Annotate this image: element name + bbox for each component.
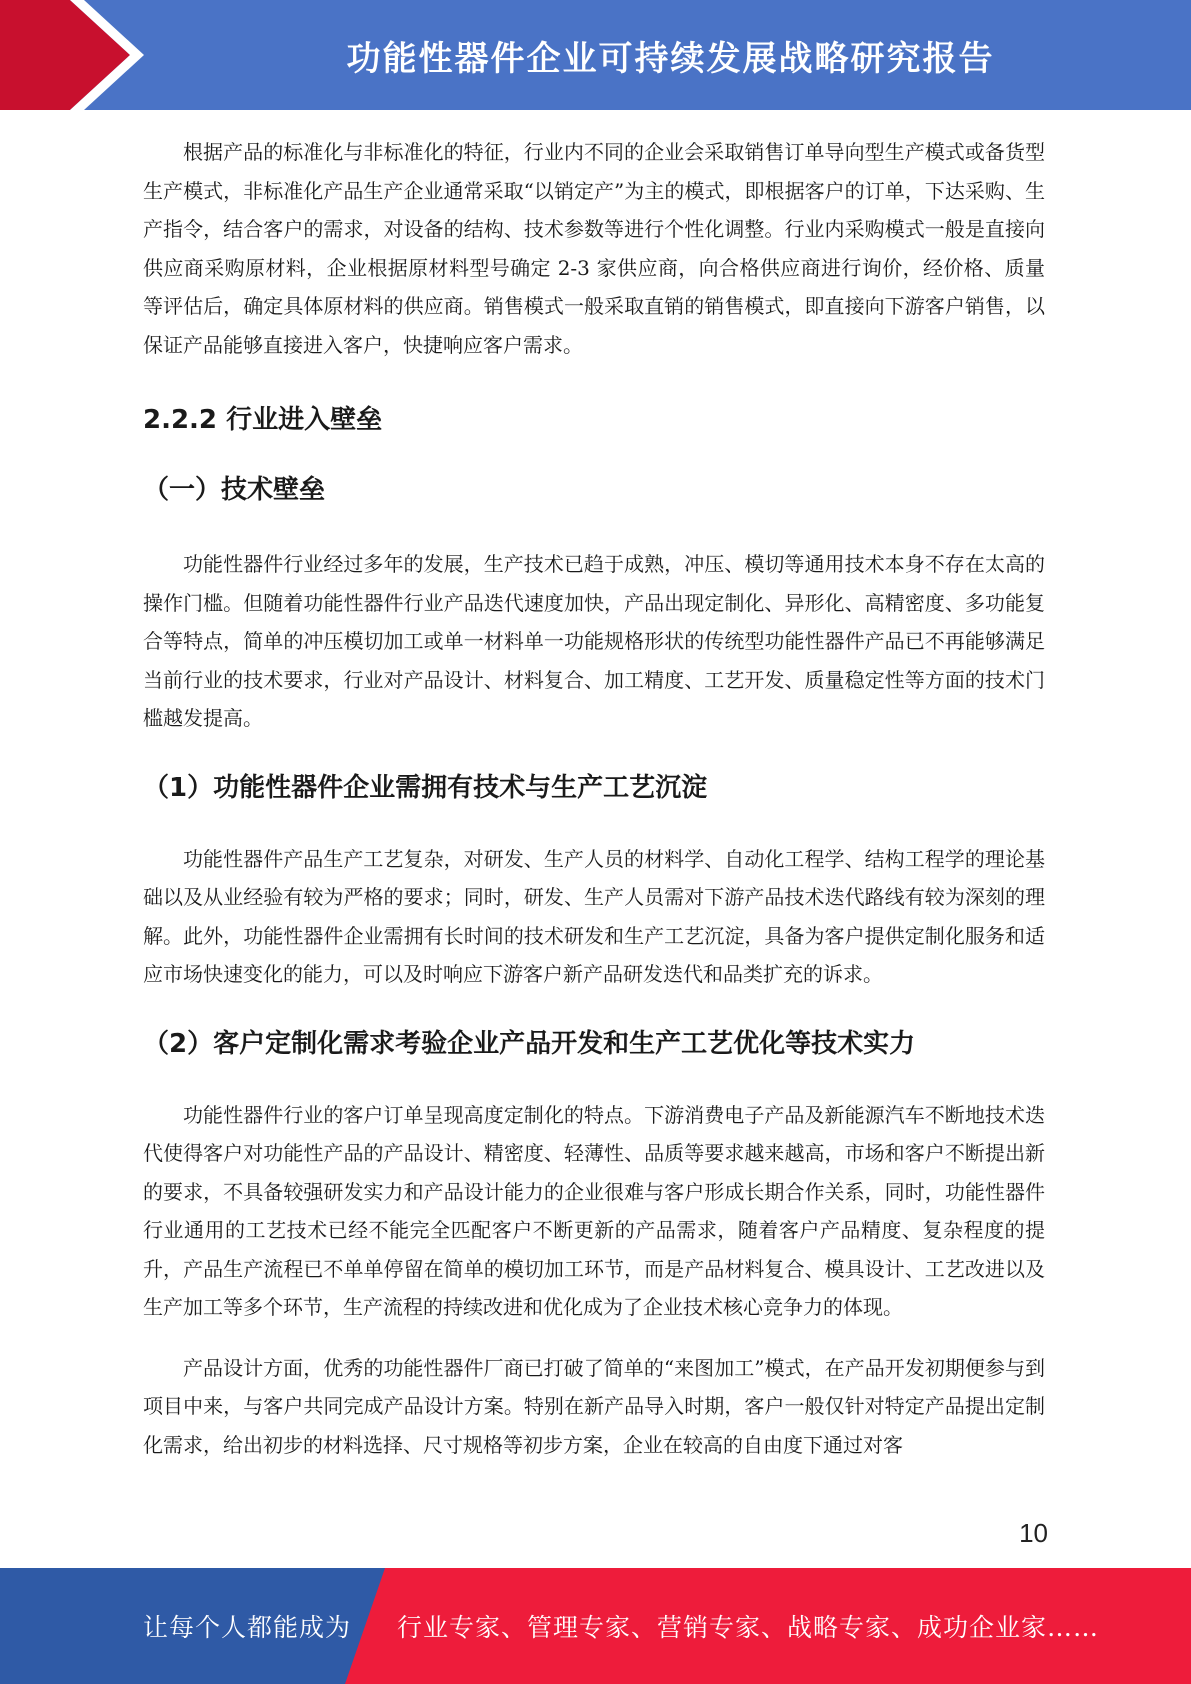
page-header: [0, 0, 1191, 110]
paragraph-production-model: 根据产品的标准化与非标准化的特征，行业内不同的企业会采取销售订单导向型生产模式或备货型生产模式，非标准化产品生产企业通常采取“以销定产”为主的模式，即根据客户的订单，下达采购、生产指令，结合客户的需求，对设备的结构、技术参数等进行个性化调整。行业内采购模式一般是直接向供应商采购原材料，企业根据原材料型号确定 2-3 家供应商，向合格供应商进行询价，经价格、质量等评估后，确定具体原材料的供应商。销售模式一般采取直销的销售模式，即直接向下游客户销售，以保证产品能够直接进入客户，快捷响应客户需求。: [143, 140, 1045, 357]
paragraph-product-design: 产品设计方面，优秀的功能性器件厂商已打破了简单的“来图加工”模式，在产品开发初期便参与到项目中来，与客户共同完成产品设计方案。特别在新产品导入时期，客户一般仅针对特定产品提出定制化需求，给出初步的材料选择、尺寸规格等初步方案，企业在较高的自由度下通过对客: [143, 1355, 1045, 1457]
paragraph-technical-barrier: 功能性器件行业经过多年的发展，生产技术已趋于成熟，冲压、模切等通用技术本身不存在太高的操作门槛。但随着功能性器件行业产品迭代速度加快，产品出现定制化、异形化、高精密度、多功能复合等特点，简单的冲压模切加工或单一材料单一功能规格形状的传统型功能性器件产品已不再能够满足当前行业的技术要求，行业对产品设计、材料复合、加工精度、工艺开发、质量稳定性等方面的技术门槛越发提高。: [143, 552, 1045, 730]
page-number: 10: [1019, 1518, 1048, 1548]
report-title: 功能性器件企业可持续发展战略研究报告: [346, 38, 995, 79]
subheading-customization: （2）客户定制化需求考验企业产品开发和生产工艺优化等技术实力: [143, 1028, 916, 1059]
paragraph-tech-accumulation: 功能性器件产品生产工艺复杂，对研发、生产人员的材料学、自动化工程学、结构工程学的理论基础以及从业经验有较为严格的要求；同时，研发、生产人员需对下游产品技术迭代路线有较为深刻的理解。此外，功能性器件企业需拥有长时间的技术研发和生产工艺沉淀，具备为客户提供定制化服务和适应市场快速变化的能力，可以及时响应下游客户新产品研发迭代和品类扩充的诉求。: [143, 846, 1045, 986]
page-footer: [0, 1568, 1191, 1684]
header-arrow-decoration: [0, 0, 160, 110]
section-heading-entry-barriers: 2.2.2 行业进入壁垒: [143, 405, 383, 435]
footer-slogan-left: 让每个人都能成为: [143, 1613, 352, 1642]
page-content: [143, 133, 1045, 1464]
subheading-tech-accumulation: （1）功能性器件企业需拥有技术与生产工艺沉淀: [143, 772, 708, 803]
subheading-technical-barrier: （一）技术壁垒: [143, 475, 326, 505]
paragraph-customization: 功能性器件行业的客户订单呈现高度定制化的特点。下游消费电子产品及新能源汽车不断地技术迭代使得客户对功能性产品的产品设计、精密度、轻薄性、品质等要求越来越高，市场和客户不断提出新的要求，不具备较强研发实力和产品设计能力的企业很难与客户形成长期合作关系，同时，功能性器件行业通用的工艺技术已经不能完全匹配客户不断更新的产品需求，随着客户产品精度、复杂程度的提升，产品生产流程已不单单停留在简单的模切加工环节，而是产品材料复合、模具设计、工艺改进以及生产加工等多个环节，生产流程的持续改进和优化成为了企业技术核心竞争力的体现。: [143, 1102, 1045, 1319]
footer-slogan-right: 行业专家、管理专家、营销专家、战略专家、成功企业家……: [397, 1613, 1100, 1642]
